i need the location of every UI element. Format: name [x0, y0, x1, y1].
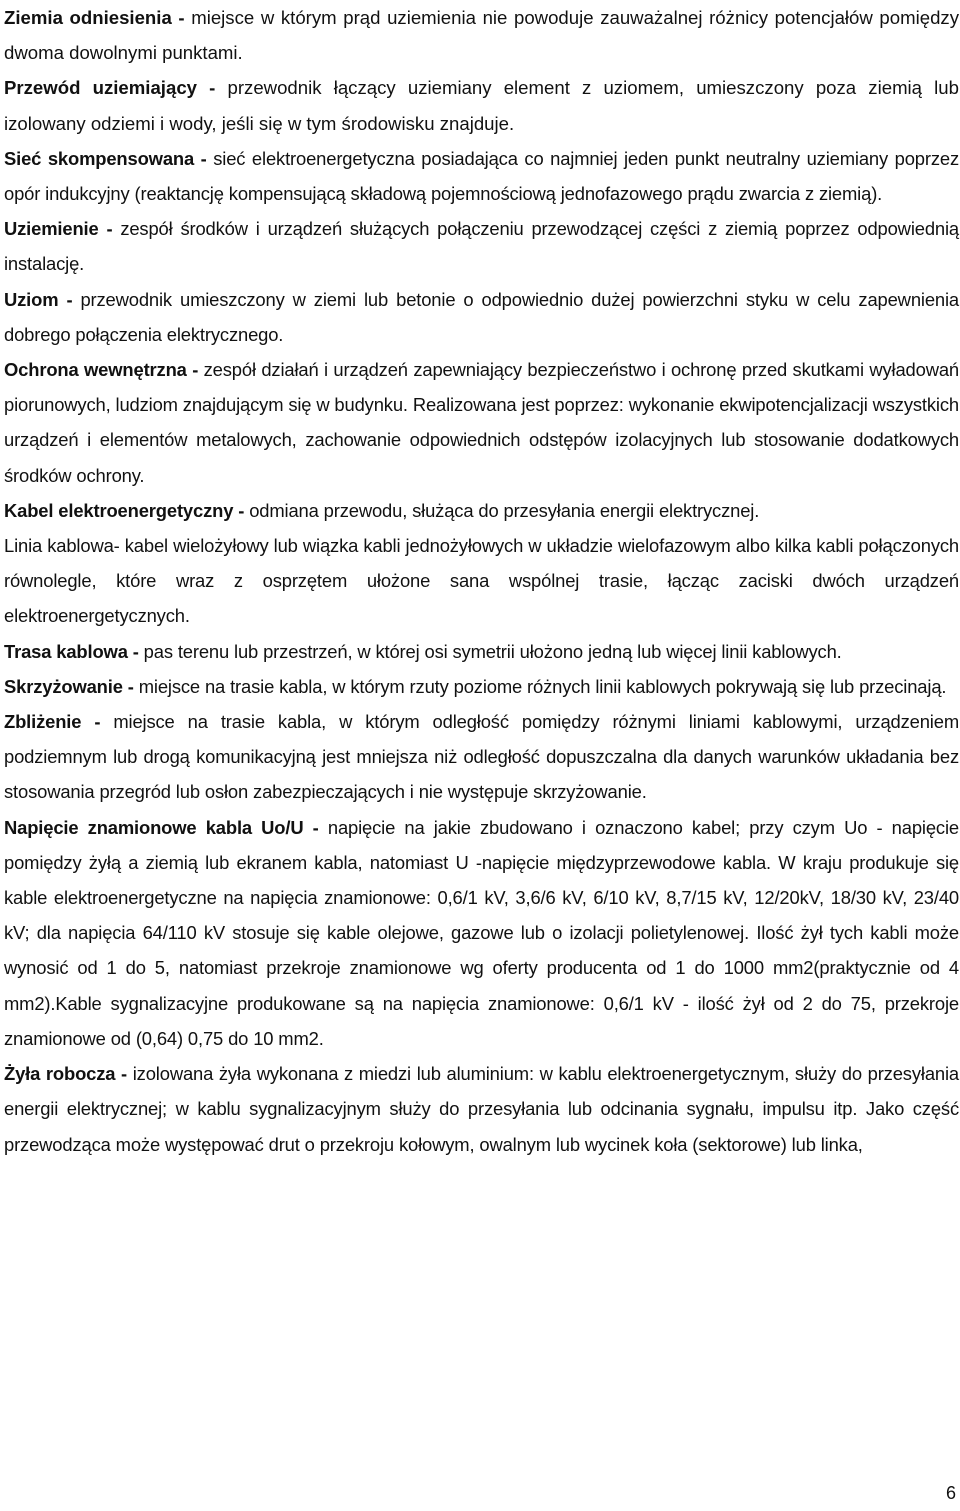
definition-text: odmiana przewodu, służąca do przesyłania energii elektrycznej. — [244, 499, 760, 521]
definition-zblizenie — [4, 704, 959, 810]
term: Zbliżenie - — [4, 711, 101, 733]
definition-skrzyzowanie — [4, 669, 959, 704]
term: Sieć skompensowana - — [4, 147, 207, 169]
definition-siec-skompensowana — [4, 141, 959, 211]
term: Przewód uziemiający - — [4, 77, 216, 99]
definition-kabel-elektroenergetyczny — [4, 493, 959, 528]
definition-text: izolowana żyła wykonana z miedzi lub aluminium: w kablu elektroenergetycznym, służy do przesyłania energii elektrycznej; w kablu sygnalizacyjnym służy do przesyłania lub odcinania sygnału, impulsu itp. Jako część przewodząca może występować drut o przekroju kołowym, owalnym lub wycinek koła (sektorowe) lub linka, — [4, 1063, 959, 1155]
term: Ochrona wewnętrzna - — [4, 359, 199, 381]
definition-text: miejsce na trasie kabla, w którym rzuty poziome różnych linii kablowych pokrywają się lub przecinają. — [133, 675, 947, 697]
definition-text: Linia kablowa- kabel wielożyłowy lub wiązka kabli jednożyłowych w układzie wielofazowym albo kilka kabli połączonych równolegle, które wraz z osprzętem ułożone sana wspólnej trasie, łącząc zaciski dwóch urządzeń elektroenergetycznych. — [4, 535, 959, 627]
term: Napięcie znamionowe kabla Uo/U - — [4, 816, 319, 838]
definition-zyla-robocza — [4, 1056, 959, 1162]
term: Skrzyżowanie - — [4, 675, 134, 697]
document-page — [4, 0, 959, 1162]
definition-linia-kablowa — [4, 528, 959, 634]
definition-ziemia-odniesienia — [4, 0, 959, 70]
term: Ziemia odniesienia - — [4, 7, 185, 28]
term: Kabel elektroenergetyczny - — [4, 499, 245, 521]
term: Żyła robocza - — [4, 1063, 128, 1085]
definition-uziemienie — [4, 211, 959, 281]
definition-napiecie-znamionowe — [4, 810, 959, 1056]
definition-text: miejsce w którym prąd uziemienia nie powoduje zauważalnej różnicy potencjałów pomiędzy dwoma dowolnymi punktami. — [4, 7, 959, 64]
definition-przewod-uziemiajacy — [4, 70, 959, 140]
definition-text: przewodnik umieszczony w ziemi lub betonie o odpowiednio dużej powierzchni styku w celu zapewnienia dobrego połączenia elektrycznego. — [4, 288, 959, 345]
definition-text: zespół środków i urządzeń służących połączeniu przewodzącej części z ziemią poprzez odpowiednią instalację. — [4, 218, 959, 275]
term: Uziemienie - — [4, 218, 113, 240]
term: Uziom - — [4, 288, 73, 310]
definition-uziom — [4, 282, 959, 352]
definition-text: napięcie na jakie zbudowano i oznaczono kabel; przy czym Uo - napięcie pomiędzy żyłą a ziemią lub ekranem kabla, natomiast U -napięcie międzyprzewodowe kabla. W kraju produkuje się kable elektroenergetyczne na napięcia znamionowe: 0,6/1 kV, 3,6/6 kV, 6/10 kV, 8,7/15 kV, 12/20kV, 18/30 kV, 23/40 kV; dla napięcia 64/110 kV stosuje się kable olejowe, gazowe lub o izolacji polietylenowej. Ilość żył tych kabli może wynosić od 1 do 5, natomiast przekroje znamionowe wg oferty producenta od 1 do 1000 mm2(praktycznie od 4 mm2).Kable sygnalizacyjne produkowane są na napięcia znamionowe: 0,6/1 kV - ilość żył od 2 do 75, przekroje znamionowe od (0,64) 0,75 do 10 mm2. — [4, 816, 959, 1049]
definition-text: pas terenu lub przestrzeń, w której osi symetrii ułożono jedną lub więcej linii kablowych. — [138, 640, 842, 662]
definition-text: miejsce na trasie kabla, w którym odległość pomiędzy różnymi liniami kablowymi, urządzeniem podziemnym lub drogą komunikacyjną jest mniejsza niż odległość dopuszczalna dla danych warunków układania bez stosowania przegród lub osłon zabezpieczających i nie występuje skrzyżowanie. — [4, 711, 959, 803]
definition-text: zespół działań i urządzeń zapewniający bezpieczeństwo i ochronę przed skutkami wyładowań piorunowych, ludziom znajdującym się w budynku. Realizowana jest poprzez: wykonanie ekwipotencjalizacji wszystkich urządzeń i elementów metalowych, zachowanie odpowiednich odstępów izolacyjnych lub stosowanie dodatkowych środków ochrony. — [4, 359, 959, 486]
definition-text: przewodnik łączący uziemiany element z uziomem, umieszczony poza ziemią lub izolowany odziemi i wody, jeśli się w tym środowisku znajduje. — [4, 77, 959, 134]
definition-trasa-kablowa — [4, 634, 959, 669]
definition-text: sieć elektroenergetyczna posiadająca co najmniej jeden punkt neutralny uziemiany poprzez opór indukcyjny (reaktancję kompensującą składową pojemnościową jednofazowego prądu zwarcia z ziemią). — [4, 147, 959, 205]
definition-ochrona-wewnetrzna — [4, 352, 959, 493]
page-number: 6 — [945, 1483, 956, 1503]
term: Trasa kablowa - — [4, 640, 139, 662]
